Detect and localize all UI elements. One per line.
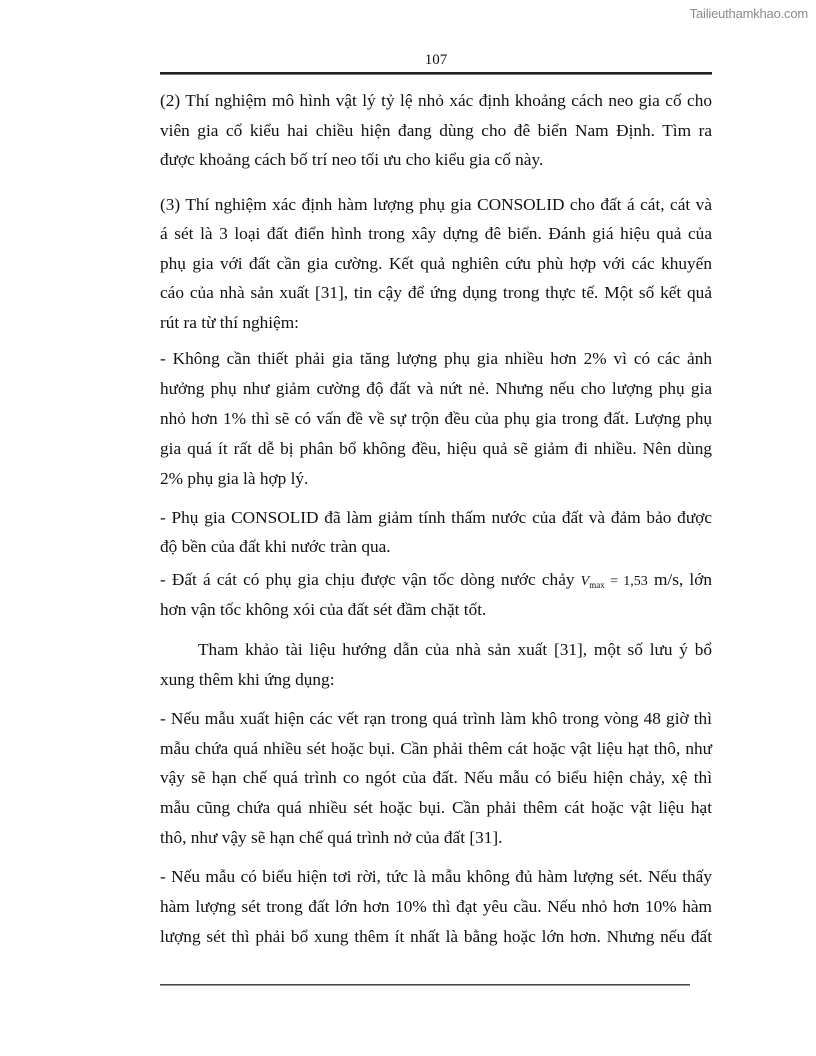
text-line: (2) Thí nghiệm mô hình vật lý tỷ lệ nhỏ xác định khoảng cách neo gia cố cho (160, 91, 712, 110)
watermark: Tailieuthamkhao.com (689, 6, 808, 21)
text-line: - Không cần thiết phải gia tăng lượng phụ gia nhiều hơn 2% vì có các ảnh (160, 349, 712, 368)
text-line: độ bền của đất khi nước tràn qua. (160, 537, 391, 556)
formula-eq: = 1,53 (604, 574, 648, 589)
text-line: 2% phụ gia là hợp lý. (160, 469, 309, 488)
text-line: nhỏ hơn 1% thì sẽ có vấn đề về sự trộn đều của phụ gia trong đất. Lượng phụ (160, 409, 712, 428)
text-line: - Nếu mẫu có biểu hiện tơi rời, tức là mẫu không đủ hàm lượng sét. Nếu thấy (160, 867, 712, 886)
text-line: lượng sét thì phải bổ xung thêm ít nhất là bằng hoặc lớn hơn. Nhưng nếu đất (160, 927, 712, 946)
text-line: viên gia cố kiểu hai chiều hiện đang dùng cho đê biển Nam Định. Tìm ra (160, 121, 712, 140)
text-line: vậy sẽ hạn chế quá trình co ngót của đất. Nếu mẫu có biểu hiện chảy, xệ thì (160, 768, 712, 787)
text: - Đất á cát có phụ gia chịu được vận tốc dòng nước chảy (160, 570, 575, 589)
text-line: mẫu cũng chứa quá nhiều sét hoặc bụi. Cần phải thêm cát hoặc vật liệu hạt (160, 798, 712, 817)
formula-var: V (580, 574, 590, 589)
formula-sub: max (589, 580, 605, 590)
text-line: mẫu chứa quá nhiều sét hoặc bụi. Cần phải thêm cát hoặc vật liệu hạt thô, như (160, 739, 712, 758)
text-line (160, 570, 712, 595)
text-line: thô, như vậy sẽ hạn chế quá trình nở của đất [31]. (160, 828, 503, 847)
text-line: (3) Thí nghiệm xác định hàm lượng phụ gia CONSOLID cho đất á cát, cát và (160, 195, 712, 214)
page-number: 107 (424, 52, 448, 68)
text-line: á sét là 3 loại đất điển hình trong xây dựng đê biển. Đánh giá hiệu quả của (160, 224, 712, 243)
text-line: được khoảng cách bố trí neo tối ưu cho kiểu gia cố này. (160, 150, 544, 169)
text-line: - Nếu mẫu xuất hiện các vết rạn trong quá trình làm khô trong vòng 48 giờ thì (160, 709, 712, 728)
text-line: hàm lượng sét trong đất lớn hơn 10% thì đạt yêu cầu. Nếu nhỏ hơn 10% hàm (160, 897, 712, 916)
formula-unit: m/s, lớn (647, 570, 712, 589)
text-line: rút ra từ thí nghiệm: (160, 313, 299, 332)
text-line: Tham khảo tài liệu hướng dẫn của nhà sản xuất [31], một số lưu ý bổ (198, 640, 712, 659)
text-line: - Phụ gia CONSOLID đã làm giảm tính thấm nước của đất và đảm bảo được (160, 508, 712, 527)
footer-rule (160, 984, 690, 986)
text-line: cáo của nhà sản xuất [31], tin cậy để ứng dụng trong thực tế. Một số kết quả (160, 283, 712, 302)
text-line: hơn vận tốc không xói của đất sét đầm chặt tốt. (160, 600, 487, 619)
text-line: gia quá ít rất dễ bị phân bổ không đều, hiệu quả sẽ giảm đi nhiều. Nên dùng (160, 439, 712, 458)
text-line: hưởng phụ như giảm cường độ đất và nứt nẻ. Nhưng nếu cho lượng phụ gia (160, 379, 712, 398)
header-rule (160, 72, 712, 75)
formula-vmax (581, 570, 648, 589)
text-line: xung thêm khi ứng dụng: (160, 670, 335, 689)
text-line: phụ gia với đất cần gia cường. Kết quả nghiên cứu phù hợp với các khuyến (160, 254, 712, 273)
